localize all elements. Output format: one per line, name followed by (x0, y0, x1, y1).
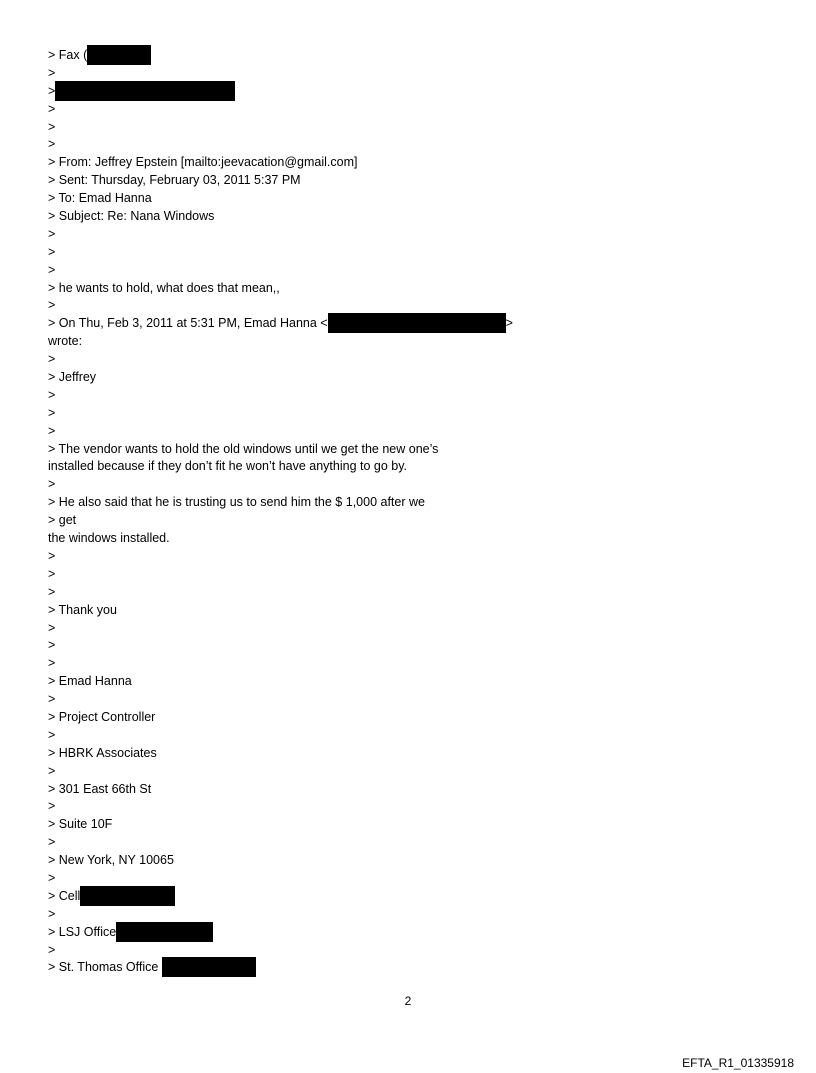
text-line (48, 942, 768, 960)
text-line-content: the windows installed. (48, 531, 170, 546)
text-line (48, 351, 768, 369)
text-line-content: > St. Thomas Office (48, 960, 159, 975)
redaction-box (162, 957, 256, 977)
text-line-content: > Suite 10F (48, 817, 113, 832)
text-line (48, 763, 768, 781)
text-line (48, 584, 768, 602)
text-line (48, 262, 768, 280)
text-line-content: > He also said that he is trusting us to send him the $ 1,000 after we (48, 495, 425, 510)
text-line-content: > The vendor wants to hold the old windows until we get the new one’s (48, 441, 439, 456)
text-line (48, 369, 768, 387)
text-line-content: > (48, 870, 56, 885)
signature-lsj-office (48, 924, 768, 942)
redaction-box (55, 81, 235, 101)
text-line (48, 119, 768, 137)
text-line-content: > (48, 119, 56, 134)
text-line-content: > (48, 906, 56, 921)
text-line-content: > On Thu, Feb 3, 2011 at 5:31 PM, Emad Hanna < (48, 316, 328, 331)
text-line (48, 136, 768, 154)
text-line (48, 602, 768, 620)
email-body (48, 47, 768, 977)
text-line-content: > (48, 352, 56, 367)
text-line-content: > (48, 477, 56, 492)
text-line-content: > (48, 548, 56, 563)
text-line-content: > (48, 620, 56, 635)
text-line-content: > (48, 692, 56, 707)
quote-attribution (48, 315, 768, 333)
document-id: EFTA_R1_01335918 (682, 1056, 794, 1070)
text-line-content: > (48, 226, 56, 241)
text-line (48, 47, 768, 65)
text-line-content: > To: Emad Hanna (48, 191, 152, 206)
text-line (48, 620, 768, 638)
text-line (48, 798, 768, 816)
redaction-box (87, 45, 151, 65)
text-line-content: > (48, 566, 56, 581)
text-line-content: > Sent: Thursday, February 03, 2011 5:37 PM (48, 173, 301, 188)
text-line-content: > Project Controller (48, 709, 156, 724)
text-line-content: > Subject: Re: Nana Windows (48, 209, 215, 224)
redaction-box (116, 922, 213, 942)
text-line-content: > Jeffrey (48, 370, 97, 385)
text-line-content: > (48, 298, 56, 313)
text-line-content: > Fax ( (48, 48, 88, 62)
text-line-content: > (48, 763, 56, 778)
text-line (48, 101, 768, 119)
header-sent (48, 172, 768, 190)
text-line-content: > (48, 799, 56, 814)
text-line-content: > (505, 316, 513, 331)
redaction-box (80, 886, 175, 906)
text-line-content: > he wants to hold, what does that mean,, (48, 280, 280, 295)
text-line-content: > (48, 83, 56, 98)
signature-address (48, 781, 768, 799)
text-line (48, 441, 768, 459)
text-line (48, 423, 768, 441)
text-line (48, 458, 768, 476)
text-line-content: > (48, 638, 56, 653)
text-line (48, 548, 768, 566)
text-line-content: > New York, NY 10065 (48, 853, 174, 868)
text-line-content: > (48, 137, 56, 152)
text-line-content: > (48, 727, 56, 742)
text-line (48, 244, 768, 262)
header-from (48, 154, 768, 172)
text-line (48, 727, 768, 745)
header-to (48, 190, 768, 208)
header-subject (48, 208, 768, 226)
signature-company (48, 745, 768, 763)
text-line (48, 405, 768, 423)
text-line-content: installed because if they don’t fit he won’t have anything to go by. (48, 459, 408, 474)
text-line-content: > Thank you (48, 602, 117, 617)
text-line (48, 333, 768, 351)
text-line-content: > Cell (48, 888, 81, 903)
text-line (48, 530, 768, 548)
text-line (48, 280, 768, 298)
text-line-content: > (48, 656, 56, 671)
text-line-content: > LSJ Office (48, 924, 117, 939)
text-line-content: > (48, 244, 56, 259)
redaction-box (328, 313, 506, 333)
text-line-content: > (48, 835, 56, 850)
text-line (48, 566, 768, 584)
text-line (48, 494, 768, 512)
signature-name (48, 673, 768, 691)
text-line-content: > HBRK Associates (48, 745, 157, 760)
text-line-content: > (48, 584, 56, 599)
text-line-content: > Emad Hanna (48, 674, 132, 689)
text-line-content: > From: Jeffrey Epstein [mailto:jeevacation@gmail.com] (48, 155, 358, 170)
text-line-content: > (48, 405, 56, 420)
signature-st-thomas-office (48, 959, 768, 977)
text-line (48, 83, 768, 101)
signature-city (48, 852, 768, 870)
text-line (48, 512, 768, 530)
text-line (48, 834, 768, 852)
text-line-content: wrote: (48, 334, 83, 349)
text-line (48, 226, 768, 244)
text-line-content: > (48, 423, 56, 438)
signature-title (48, 709, 768, 727)
page-number: 2 (404, 994, 412, 1008)
text-line (48, 691, 768, 709)
text-line-content: > get (48, 513, 77, 528)
signature-suite (48, 816, 768, 834)
text-line (48, 637, 768, 655)
text-line (48, 387, 768, 405)
text-line (48, 476, 768, 494)
text-line-content: > (48, 101, 56, 116)
text-line-content: > (48, 942, 56, 957)
text-line-content: > (48, 65, 56, 80)
text-line (48, 655, 768, 673)
text-line-content: > (48, 387, 56, 402)
text-line-content: > 301 East 66th St (48, 781, 152, 796)
signature-cell (48, 888, 768, 906)
text-line-content: > (48, 262, 56, 277)
